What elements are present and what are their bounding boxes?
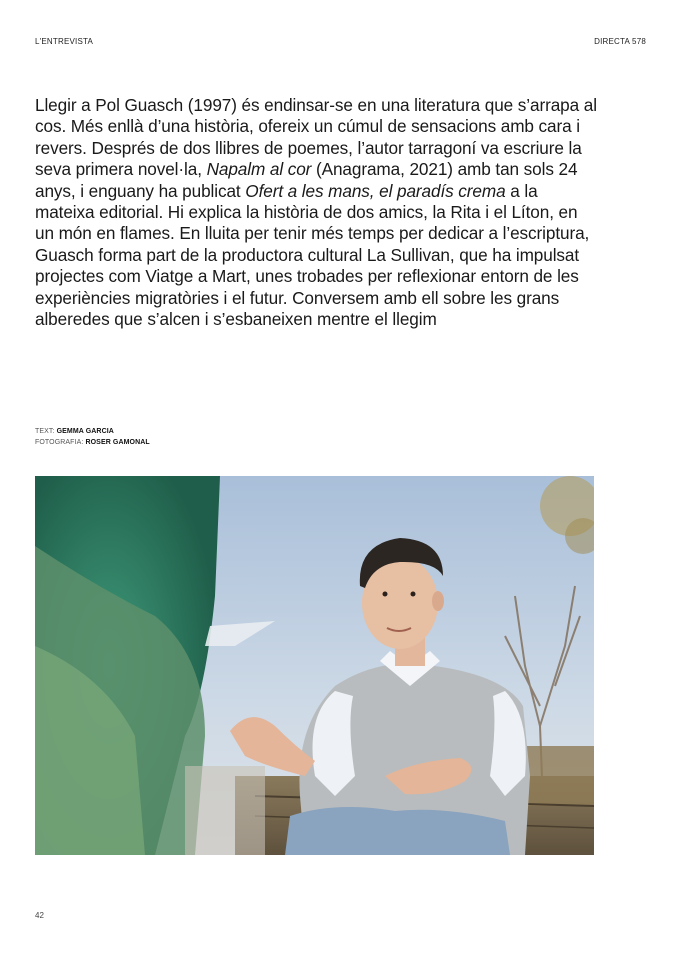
- intro-text-1: Llegir a Pol Guasch (1997) és endinsar-se en una literatura que s’arrapa al cos. Més enllà d’una història, ofereix un cúmul de sensacions amb cara i revers. Després de dos llibres de poemes, l’autor tarragoní va escriure la seva primera novel·la,: [35, 95, 597, 180]
- text-author: GEMMA GARCIA: [56, 428, 114, 435]
- text-credit: TEXT: GEMMA GARCIA: [35, 428, 114, 435]
- intro-paragraph: [35, 95, 600, 330]
- section-label: L'ENTREVISTA: [35, 37, 94, 46]
- book-title-napalm: Napalm al cor: [206, 159, 312, 180]
- intro-text-3: a la mateixa editorial. Hi explica la història de dos amics, la Rita i el Líton, en un món en flames. En lluita per tenir més temps per dedicar a l’escriptura, Guasch forma part de la productora cultural La Sullivan, que ha impulsat projectes com Viatge a Mart, unes trobades per reflexionar entorn de les experiències migratòries i el futur. Conversem amb ell sobre les grans alberedes que s’alcen i s’esbaneixen mentre el llegim: [35, 180, 590, 330]
- issue-label: DIRECTA 578: [594, 37, 646, 46]
- photo-credit: FOTOGRAFIA: ROSER GAMONAL: [35, 439, 150, 446]
- photo-author: ROSER GAMONAL: [85, 439, 150, 446]
- interview-photo: [35, 476, 594, 855]
- page-number: 42: [35, 911, 44, 920]
- credits: [35, 426, 150, 448]
- intro-text-2: (Anagrama, 2021) amb tan sols 24 anys, i enguany ha publicat: [35, 159, 578, 201]
- book-title-ofert: Ofert a les mans, el paradís crema: [245, 180, 506, 201]
